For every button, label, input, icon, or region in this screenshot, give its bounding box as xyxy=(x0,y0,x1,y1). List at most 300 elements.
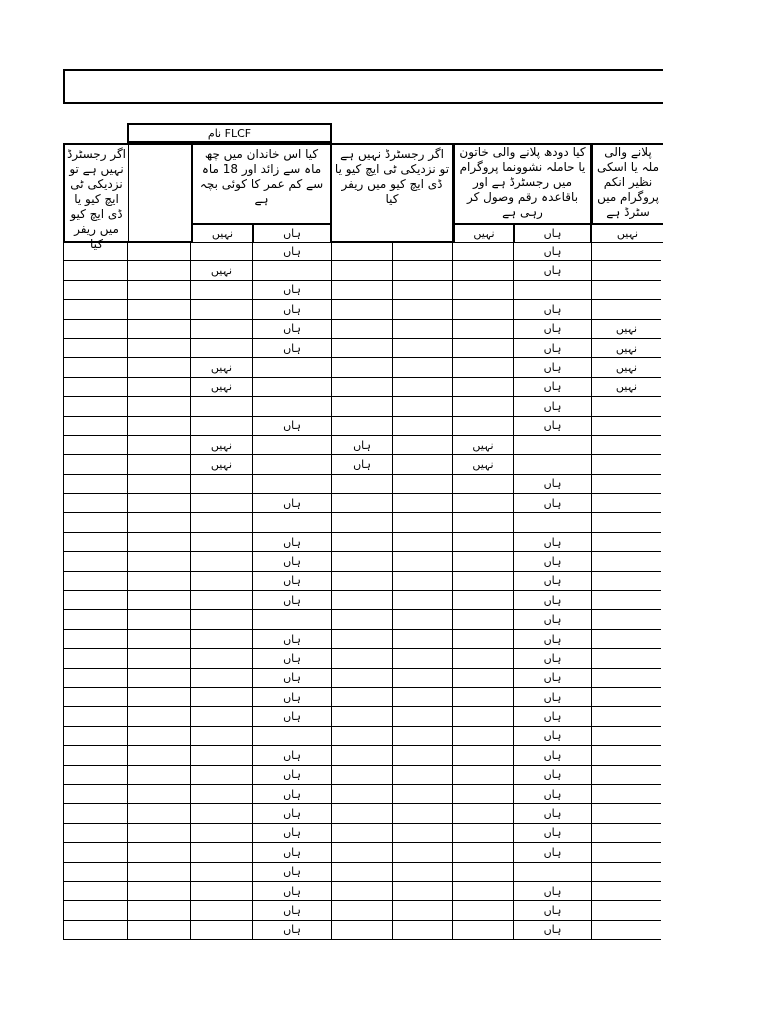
table-cell: ہاں xyxy=(253,572,332,591)
table-cell xyxy=(63,688,128,707)
table-cell: ہاں xyxy=(514,320,592,339)
table-cell xyxy=(128,766,191,785)
table-cell xyxy=(332,320,393,339)
table-cell xyxy=(332,785,393,804)
table-cell xyxy=(332,901,393,920)
table-cell xyxy=(63,766,128,785)
table-cell xyxy=(332,494,393,513)
table-row xyxy=(63,746,661,765)
table-cell xyxy=(332,824,393,843)
table-cell xyxy=(128,513,191,532)
table-row xyxy=(63,707,661,726)
table-cell xyxy=(63,921,128,940)
table-cell xyxy=(253,610,332,629)
table-cell xyxy=(63,436,128,455)
table-cell: ہاں xyxy=(514,766,592,785)
table-cell xyxy=(453,358,514,377)
table-cell xyxy=(453,766,514,785)
table-cell xyxy=(128,300,191,319)
table-cell xyxy=(63,475,128,494)
table-cell xyxy=(393,300,453,319)
table-cell xyxy=(253,436,332,455)
header-referral-2: اگر رجسٹرڈ نہیں ہے تو نزدیکی ٹی ایچ کیو یا ڈی ایچ کیو میں ریفر کیا xyxy=(332,143,454,243)
table-cell xyxy=(332,921,393,940)
table-cell: ہاں xyxy=(253,242,332,261)
table-cell xyxy=(191,339,253,358)
table-cell: ہاں xyxy=(514,727,592,746)
table-cell: ہاں xyxy=(253,281,332,300)
table-cell xyxy=(63,610,128,629)
table-cell xyxy=(332,591,393,610)
table-cell xyxy=(191,513,253,532)
table-cell xyxy=(453,669,514,688)
table-cell: ہاں xyxy=(253,921,332,940)
table-cell: ہاں xyxy=(253,591,332,610)
table-row xyxy=(63,785,661,804)
table-cell xyxy=(253,455,332,474)
table-cell xyxy=(253,727,332,746)
table-cell xyxy=(592,921,661,940)
table-cell xyxy=(128,455,191,474)
table-cell: ہاں xyxy=(514,688,592,707)
table-cell: ہاں xyxy=(253,649,332,668)
table-cell xyxy=(393,513,453,532)
table-cell xyxy=(592,591,661,610)
table-row xyxy=(63,804,661,823)
table-cell xyxy=(191,591,253,610)
table-cell: ہاں xyxy=(253,863,332,882)
table-cell xyxy=(63,378,128,397)
table-cell xyxy=(63,533,128,552)
table-cell xyxy=(128,339,191,358)
table-cell xyxy=(514,436,592,455)
table-cell: ہاں xyxy=(253,630,332,649)
table-row xyxy=(63,552,661,571)
table-cell: ہاں xyxy=(514,630,592,649)
table-cell xyxy=(453,746,514,765)
table-cell xyxy=(63,300,128,319)
table-cell: نہیں xyxy=(453,436,514,455)
table-cell xyxy=(63,882,128,901)
table-cell xyxy=(63,397,128,416)
table-cell xyxy=(332,339,393,358)
table-cell xyxy=(453,785,514,804)
header-child-age: کیا اس خاندان میں چھ ماہ سے زائد اور 18 ماہ سے کم عمر کا کوئی بچہ ہے xyxy=(191,143,332,225)
table-cell xyxy=(332,552,393,571)
table-cell xyxy=(393,669,453,688)
table-cell xyxy=(393,688,453,707)
table-cell: ہاں xyxy=(253,824,332,843)
table-cell xyxy=(128,630,191,649)
table-cell xyxy=(191,901,253,920)
table-cell xyxy=(393,242,453,261)
table-cell xyxy=(592,572,661,591)
table-cell xyxy=(63,785,128,804)
table-row xyxy=(63,824,661,843)
table-cell xyxy=(191,610,253,629)
table-cell xyxy=(453,649,514,668)
table-cell xyxy=(393,649,453,668)
table-cell: ہاں xyxy=(253,707,332,726)
table-cell: ہاں xyxy=(514,843,592,862)
table-cell xyxy=(393,863,453,882)
table-cell xyxy=(128,358,191,377)
table-cell xyxy=(453,610,514,629)
table-cell xyxy=(128,494,191,513)
table-row xyxy=(63,494,661,513)
table-cell xyxy=(393,804,453,823)
table-cell xyxy=(453,804,514,823)
table-cell xyxy=(592,513,661,532)
table-row xyxy=(63,436,661,455)
table-cell xyxy=(63,552,128,571)
table-cell xyxy=(63,727,128,746)
table-cell xyxy=(332,707,393,726)
table-cell xyxy=(191,921,253,940)
table-cell xyxy=(393,727,453,746)
table-cell xyxy=(453,494,514,513)
table-cell xyxy=(393,358,453,377)
table-row xyxy=(63,513,661,532)
table-cell xyxy=(393,397,453,416)
table-cell xyxy=(393,261,453,280)
table-cell xyxy=(393,843,453,862)
table-cell: ہاں xyxy=(514,591,592,610)
table-cell xyxy=(128,610,191,629)
table-cell: ہاں xyxy=(253,688,332,707)
table-cell xyxy=(63,843,128,862)
table-cell: نہیں xyxy=(453,455,514,474)
table-cell xyxy=(63,630,128,649)
table-cell xyxy=(453,921,514,940)
table-cell xyxy=(453,572,514,591)
table-cell xyxy=(592,901,661,920)
table-cell xyxy=(592,669,661,688)
table-cell xyxy=(191,766,253,785)
table-cell xyxy=(63,649,128,668)
table-cell xyxy=(253,397,332,416)
table-cell xyxy=(453,863,514,882)
table-row xyxy=(63,591,661,610)
table-row xyxy=(63,261,661,280)
table-cell: ہاں xyxy=(514,339,592,358)
table-cell xyxy=(592,630,661,649)
table-cell xyxy=(332,843,393,862)
table-cell: ہاں xyxy=(514,882,592,901)
table-cell xyxy=(393,824,453,843)
table-row xyxy=(63,688,661,707)
table-cell xyxy=(128,552,191,571)
table-cell xyxy=(592,843,661,862)
table-cell xyxy=(393,552,453,571)
table-cell xyxy=(592,300,661,319)
table-cell xyxy=(592,242,661,261)
table-row xyxy=(63,921,661,940)
table-cell xyxy=(191,281,253,300)
table-cell: ہاں xyxy=(253,417,332,436)
header-income-program: پلانے والی ملہ یا اسکی نظیر انکم پروگرام میں سٹرڈ ہے xyxy=(591,143,663,225)
table-cell xyxy=(332,300,393,319)
table-cell xyxy=(592,552,661,571)
table-cell xyxy=(63,824,128,843)
table-cell xyxy=(128,746,191,765)
header-referral-1: اگر رجسٹرڈ نہیں ہے تو نزدیکی ٹی ایچ کیو یا ڈی ایچ کیو میں ریفر کیا xyxy=(63,143,129,243)
table-cell: نہیں xyxy=(191,378,253,397)
table-cell xyxy=(592,475,661,494)
table-cell xyxy=(128,843,191,862)
table-row xyxy=(63,610,661,629)
table-cell xyxy=(332,572,393,591)
table-cell: ہاں xyxy=(514,494,592,513)
table-cell xyxy=(393,320,453,339)
table-cell xyxy=(128,707,191,726)
table-cell xyxy=(592,824,661,843)
table-cell: نہیں xyxy=(191,455,253,474)
table-cell xyxy=(393,901,453,920)
table-cell xyxy=(592,397,661,416)
table-cell xyxy=(191,785,253,804)
table-cell xyxy=(453,242,514,261)
table-cell xyxy=(393,591,453,610)
table-cell xyxy=(393,882,453,901)
table-cell: ہاں xyxy=(514,552,592,571)
table-cell: ہاں xyxy=(514,921,592,940)
table-cell xyxy=(63,746,128,765)
table-cell: ہاں xyxy=(514,610,592,629)
table-cell xyxy=(191,300,253,319)
table-cell xyxy=(453,630,514,649)
table-cell xyxy=(453,417,514,436)
table-cell: ہاں xyxy=(253,766,332,785)
table-row xyxy=(63,378,661,397)
table-cell xyxy=(453,533,514,552)
subheader-no-1: نہیں xyxy=(191,225,253,243)
table-cell xyxy=(128,533,191,552)
table-cell xyxy=(453,300,514,319)
table-cell xyxy=(592,494,661,513)
table-cell xyxy=(592,863,661,882)
subheader-yes-2: ہاں xyxy=(514,225,592,243)
table-cell: نہیں xyxy=(191,436,253,455)
table-cell: ہاں xyxy=(514,785,592,804)
table-cell: ہاں xyxy=(253,746,332,765)
table-cell xyxy=(128,261,191,280)
table-row xyxy=(63,843,661,862)
table-cell: نہیں xyxy=(592,378,661,397)
table-cell xyxy=(63,320,128,339)
table-cell xyxy=(253,261,332,280)
header-nutrition-program: کیا دودھ پلانے والی خاتون یا حاملہ نشوونما پروگرام میں رجسٹرڈ ہے اور باقاعدہ رقم وصول کر رہی ہے xyxy=(453,143,592,225)
table-cell: ہاں xyxy=(514,572,592,591)
table-cell xyxy=(332,882,393,901)
table-cell xyxy=(128,378,191,397)
table-cell xyxy=(253,475,332,494)
table-cell xyxy=(128,688,191,707)
table-cell xyxy=(63,513,128,532)
table-cell xyxy=(191,417,253,436)
table-row xyxy=(63,669,661,688)
table-cell xyxy=(332,513,393,532)
table-cell xyxy=(191,475,253,494)
table-cell xyxy=(592,785,661,804)
table-cell xyxy=(393,610,453,629)
table-cell xyxy=(332,378,393,397)
table-cell xyxy=(453,707,514,726)
table-cell xyxy=(592,707,661,726)
table-cell xyxy=(453,320,514,339)
table-cell: ہاں xyxy=(253,882,332,901)
table-cell xyxy=(128,863,191,882)
table-cell xyxy=(332,281,393,300)
table-cell xyxy=(592,261,661,280)
table-cell: ہاں xyxy=(514,475,592,494)
table-cell xyxy=(332,669,393,688)
table-cell xyxy=(514,513,592,532)
table-row xyxy=(63,358,661,377)
table-cell xyxy=(63,242,128,261)
table-cell xyxy=(128,475,191,494)
table-cell xyxy=(393,707,453,726)
table-cell xyxy=(393,533,453,552)
subheader-no-2: نہیں xyxy=(453,225,514,243)
table-cell: ہاں xyxy=(514,901,592,920)
table-cell xyxy=(592,727,661,746)
table-cell xyxy=(332,610,393,629)
subheader-no-3: نہیں xyxy=(591,225,663,243)
table-cell xyxy=(453,727,514,746)
table-cell xyxy=(453,591,514,610)
table-cell xyxy=(63,669,128,688)
table-cell: ہاں xyxy=(332,436,393,455)
data-table xyxy=(63,242,661,940)
table-cell: ہاں xyxy=(253,494,332,513)
table-cell xyxy=(592,610,661,629)
table-cell xyxy=(191,320,253,339)
table-cell: ہاں xyxy=(253,320,332,339)
table-cell: ہاں xyxy=(514,261,592,280)
table-row xyxy=(63,339,661,358)
table-row xyxy=(63,863,661,882)
table-cell xyxy=(332,649,393,668)
table-cell xyxy=(592,649,661,668)
table-cell xyxy=(332,727,393,746)
table-cell xyxy=(128,901,191,920)
table-cell xyxy=(128,649,191,668)
table-cell xyxy=(332,863,393,882)
table-row xyxy=(63,572,661,591)
table-cell xyxy=(63,591,128,610)
table-cell: ہاں xyxy=(514,417,592,436)
table-cell: نہیں xyxy=(191,358,253,377)
table-cell xyxy=(453,475,514,494)
table-cell xyxy=(128,591,191,610)
table-cell xyxy=(453,261,514,280)
table-cell xyxy=(63,863,128,882)
table-row xyxy=(63,320,661,339)
table-cell: ہاں xyxy=(514,397,592,416)
table-cell xyxy=(128,572,191,591)
table-cell xyxy=(592,882,661,901)
header-blank-cell xyxy=(127,143,193,243)
table-cell: نہیں xyxy=(191,261,253,280)
table-cell xyxy=(592,436,661,455)
table-cell: ہاں xyxy=(253,533,332,552)
table-cell xyxy=(191,572,253,591)
table-cell xyxy=(128,882,191,901)
table-cell xyxy=(191,242,253,261)
table-cell xyxy=(332,397,393,416)
table-row xyxy=(63,397,661,416)
table-cell xyxy=(332,630,393,649)
table-cell xyxy=(191,533,253,552)
table-cell xyxy=(128,320,191,339)
table-cell xyxy=(63,572,128,591)
table-cell xyxy=(332,417,393,436)
table-cell xyxy=(393,436,453,455)
table-cell xyxy=(453,513,514,532)
table-row xyxy=(63,727,661,746)
table-cell xyxy=(393,766,453,785)
table-row xyxy=(63,901,661,920)
table-cell xyxy=(128,727,191,746)
table-row xyxy=(63,281,661,300)
table-cell xyxy=(128,669,191,688)
table-cell: ہاں xyxy=(514,824,592,843)
table-cell xyxy=(514,863,592,882)
table-cell xyxy=(393,378,453,397)
flcf-name-label: نام FLCF xyxy=(127,123,332,143)
table-cell xyxy=(63,455,128,474)
table-cell: ہاں xyxy=(253,669,332,688)
table-cell xyxy=(592,455,661,474)
table-cell: ہاں xyxy=(253,339,332,358)
table-cell xyxy=(191,863,253,882)
table-cell xyxy=(332,746,393,765)
table-cell xyxy=(453,397,514,416)
table-cell xyxy=(393,339,453,358)
table-cell xyxy=(393,572,453,591)
table-cell: نہیں xyxy=(592,358,661,377)
table-cell: ہاں xyxy=(253,785,332,804)
table-cell xyxy=(128,436,191,455)
table-cell: ہاں xyxy=(514,669,592,688)
table-cell: ہاں xyxy=(514,804,592,823)
table-cell xyxy=(514,281,592,300)
table-cell xyxy=(63,901,128,920)
table-cell xyxy=(63,281,128,300)
table-cell xyxy=(191,843,253,862)
table-cell xyxy=(191,494,253,513)
table-row xyxy=(63,533,661,552)
table-cell xyxy=(128,785,191,804)
table-cell xyxy=(128,417,191,436)
table-cell xyxy=(453,882,514,901)
table-cell xyxy=(332,358,393,377)
form-title-box xyxy=(63,69,663,104)
table-cell xyxy=(393,455,453,474)
table-cell xyxy=(191,688,253,707)
table-cell: ہاں xyxy=(514,378,592,397)
table-cell xyxy=(332,475,393,494)
table-cell xyxy=(332,242,393,261)
table-cell xyxy=(332,261,393,280)
table-cell xyxy=(63,707,128,726)
table-cell xyxy=(191,882,253,901)
table-cell: ہاں xyxy=(514,649,592,668)
table-cell: نہیں xyxy=(592,320,661,339)
table-cell xyxy=(191,669,253,688)
table-cell: ہاں xyxy=(253,901,332,920)
